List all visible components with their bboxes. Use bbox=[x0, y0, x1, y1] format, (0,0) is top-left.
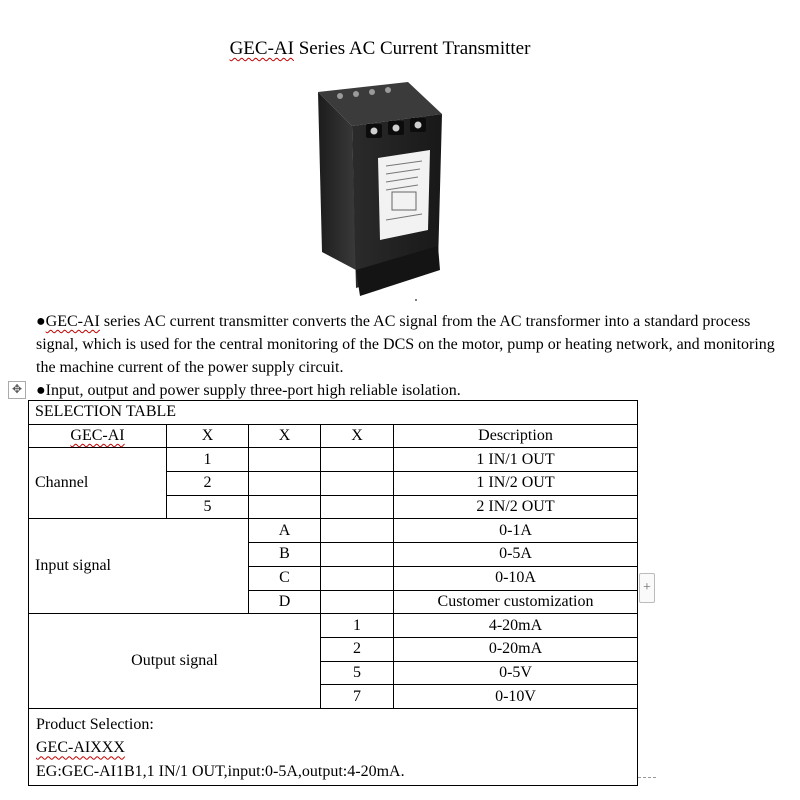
title-rest: Series AC Current Transmitter bbox=[293, 38, 531, 59]
empty-cell bbox=[321, 495, 394, 519]
input-code: B bbox=[249, 543, 321, 567]
output-desc: 0-20mA bbox=[394, 637, 638, 661]
channel-desc: 1 IN/2 OUT bbox=[394, 472, 638, 496]
channel-label: Channel bbox=[29, 448, 167, 519]
input-desc: 0-5A bbox=[394, 543, 638, 567]
output-label: Output signal bbox=[29, 614, 321, 709]
input-desc: Customer customization bbox=[394, 590, 638, 614]
output-desc: 4-20mA bbox=[394, 614, 638, 638]
selection-table bbox=[28, 400, 638, 786]
input-desc: 0-1A bbox=[394, 519, 638, 543]
empty-cell bbox=[321, 519, 394, 543]
bullet-1: ● bbox=[36, 313, 46, 330]
empty-cell bbox=[249, 495, 321, 519]
input-code: C bbox=[249, 566, 321, 590]
output-code: 1 bbox=[321, 614, 394, 638]
channel-code: 5 bbox=[167, 495, 249, 519]
intro-paragraph-2 bbox=[36, 379, 796, 402]
output-code: 2 bbox=[321, 637, 394, 661]
output-code: 7 bbox=[321, 685, 394, 709]
channel-desc: 1 IN/1 OUT bbox=[394, 448, 638, 472]
channel-desc: 2 IN/2 OUT bbox=[394, 495, 638, 519]
table-header-row bbox=[29, 424, 638, 448]
table-row bbox=[29, 401, 638, 425]
output-code: 5 bbox=[321, 661, 394, 685]
bullet-2: ● bbox=[36, 382, 46, 399]
header-x1: X bbox=[167, 424, 249, 448]
header-description: Description bbox=[394, 424, 638, 448]
selection-heading: Product Selection: bbox=[36, 715, 154, 733]
empty-cell bbox=[321, 590, 394, 614]
table-footer-row bbox=[29, 708, 638, 786]
intro-p1-text: series AC current transmitter converts the AC signal from the AC transformer into a standard process signal, which is used for the central monitoring of the DCS on the motor, pump or heating network, and monitoring the machine current of the power supply circuit. bbox=[36, 313, 775, 376]
selection-example: EG:GEC-AI1B1,1 IN/1 OUT,input:0-5A,output:4-20mA. bbox=[36, 762, 405, 780]
table-row bbox=[29, 448, 638, 472]
divider bbox=[638, 777, 656, 778]
product-selection-cell bbox=[29, 708, 638, 786]
empty-cell bbox=[321, 448, 394, 472]
output-desc: 0-5V bbox=[394, 661, 638, 685]
page-title bbox=[0, 38, 760, 60]
table-caption: SELECTION TABLE bbox=[29, 401, 638, 425]
table-row bbox=[29, 614, 638, 638]
input-code: A bbox=[249, 519, 321, 543]
empty-cell bbox=[321, 543, 394, 567]
intro-p2-text: Input, output and power supply three-port high reliable isolation. bbox=[45, 382, 461, 399]
table-row bbox=[29, 519, 638, 543]
empty-cell bbox=[321, 472, 394, 496]
header-x3: X bbox=[321, 424, 394, 448]
intro-text bbox=[36, 310, 796, 402]
channel-code: 2 bbox=[167, 472, 249, 496]
selection-code: GEC-AIXXX bbox=[36, 739, 125, 757]
input-label: Input signal bbox=[29, 519, 249, 614]
product-photo bbox=[300, 74, 460, 302]
channel-code: 1 bbox=[167, 448, 249, 472]
header-x2: X bbox=[249, 424, 321, 448]
title-model: GEC-AI bbox=[229, 38, 294, 59]
add-column-plus-icon[interactable]: + bbox=[639, 573, 655, 603]
empty-cell bbox=[249, 472, 321, 496]
intro-model: GEC-AI bbox=[45, 313, 100, 330]
header-model: GEC-AI bbox=[29, 424, 167, 448]
table-move-handle-icon[interactable]: ✥ bbox=[8, 381, 26, 399]
empty-cell bbox=[249, 448, 321, 472]
input-code: D bbox=[249, 590, 321, 614]
empty-cell bbox=[321, 566, 394, 590]
intro-paragraph-1 bbox=[36, 310, 796, 379]
input-desc: 0-10A bbox=[394, 566, 638, 590]
output-desc: 0-10V bbox=[394, 685, 638, 709]
